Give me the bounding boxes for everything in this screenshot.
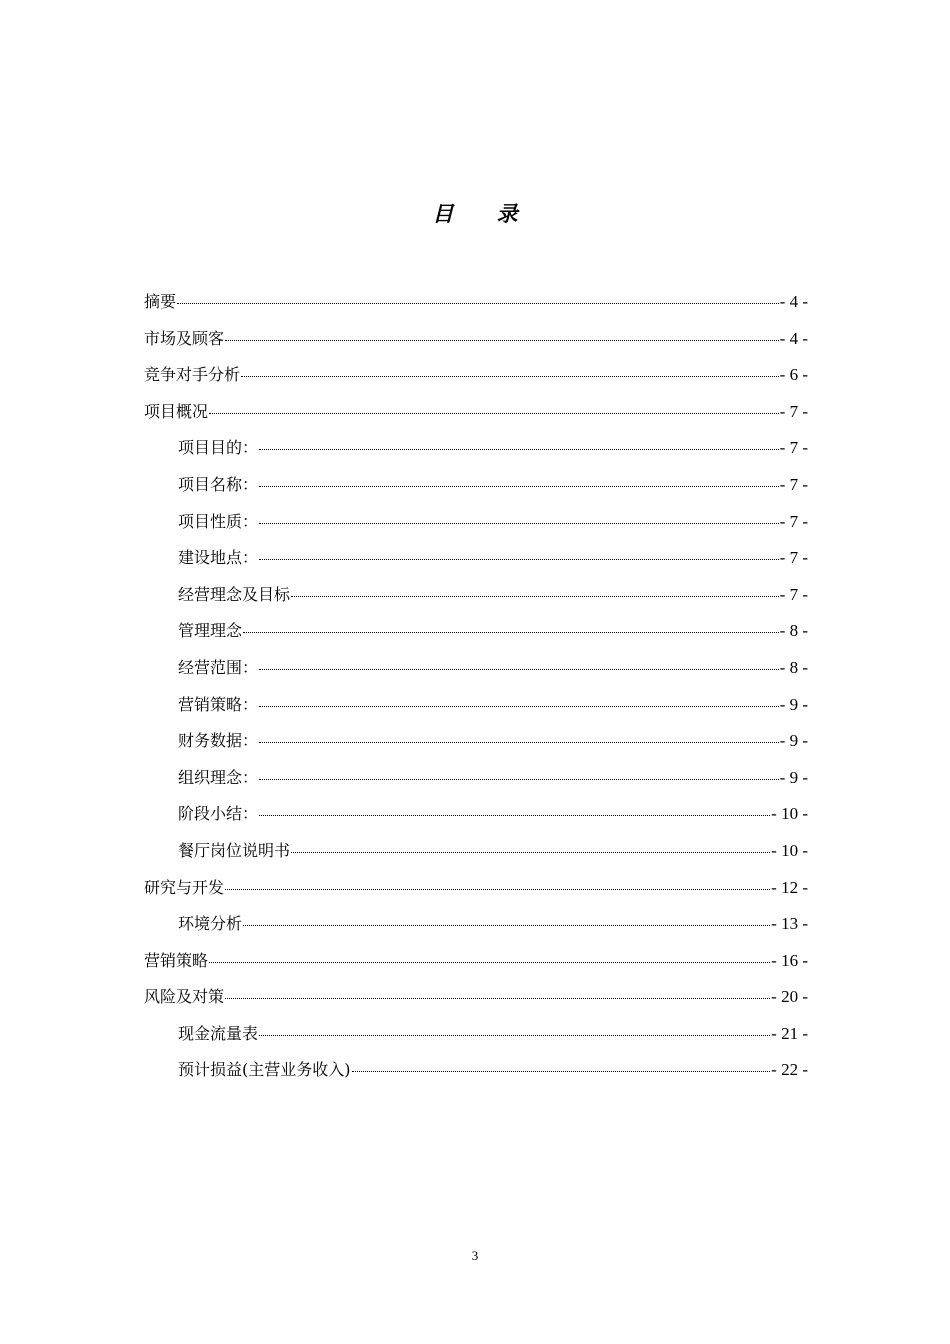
toc-dot-leader (225, 888, 770, 890)
toc-entry-page: - 10 - (771, 840, 808, 860)
toc-dot-leader (225, 997, 770, 999)
table-of-contents (144, 288, 808, 1093)
toc-entry-page: - 22 - (771, 1060, 808, 1080)
toc-entry[interactable] (144, 398, 808, 435)
toc-entry-page: - 9 - (779, 694, 808, 714)
toc-dot-leader (259, 814, 770, 816)
toc-entry-label: 项目目的： (178, 438, 259, 458)
toc-dot-leader (259, 705, 779, 707)
toc-entry-page: - 16 - (771, 950, 808, 970)
toc-entry[interactable] (144, 581, 808, 618)
toc-entry-page: - 13 - (771, 914, 808, 934)
toc-entry[interactable] (144, 800, 808, 837)
toc-entry-page: - 7 - (779, 511, 808, 531)
toc-dot-leader (243, 631, 779, 633)
toc-entry[interactable] (144, 983, 808, 1020)
toc-entry[interactable] (144, 325, 808, 362)
toc-entry-label: 阶段小结： (178, 804, 259, 824)
toc-dot-leader (352, 1070, 771, 1072)
toc-dot-leader (177, 302, 779, 304)
toc-entry-label: 现金流量表 (178, 1023, 259, 1043)
toc-entry-label: 管理理念 (178, 621, 243, 641)
toc-entry-page: - 7 - (779, 474, 808, 494)
toc-entry-label: 研究与开发 (144, 877, 225, 897)
toc-entry[interactable] (144, 947, 808, 984)
toc-entry-page: - 4 - (779, 328, 808, 348)
toc-entry[interactable] (144, 727, 808, 764)
toc-entry-label: 建设地点： (178, 548, 259, 568)
toc-dot-leader (225, 339, 779, 341)
toc-dot-leader (209, 412, 779, 414)
toc-dot-leader (259, 558, 779, 560)
toc-entry[interactable] (144, 471, 808, 508)
toc-entry-page: - 6 - (779, 365, 808, 385)
toc-entry[interactable] (144, 288, 808, 325)
toc-entry-label: 竞争对手分析 (144, 365, 241, 385)
toc-entry-label: 项目概况 (144, 401, 209, 421)
toc-entry-page: - 9 - (779, 731, 808, 751)
toc-entry-label: 风险及对策 (144, 987, 225, 1007)
toc-title: 目 录 (432, 201, 536, 226)
toc-dot-leader (259, 778, 779, 780)
toc-entry-page: - 10 - (771, 804, 808, 824)
toc-entry-label: 组织理念： (178, 767, 259, 787)
toc-entry-label: 财务数据： (178, 731, 259, 751)
page-number: 3 (471, 1248, 479, 1263)
toc-entry-label: 经营范围： (178, 657, 259, 677)
toc-entry[interactable] (144, 910, 808, 947)
toc-entry[interactable] (144, 874, 808, 911)
toc-entry-label: 市场及顾客 (144, 328, 225, 348)
toc-entry-page: - 7 - (779, 548, 808, 568)
toc-entry-page: - 4 - (779, 292, 808, 311)
toc-entry-page: - 8 - (779, 657, 808, 677)
toc-entry[interactable] (144, 691, 808, 728)
toc-dot-leader (209, 961, 770, 963)
toc-entry[interactable] (144, 434, 808, 471)
toc-dot-leader (259, 448, 779, 450)
toc-entry[interactable] (144, 764, 808, 801)
toc-dot-leader (259, 522, 779, 524)
toc-entry-label: 餐厅岗位说明书 (178, 840, 291, 860)
toc-entry-page: - 12 - (771, 877, 808, 897)
toc-dot-leader (259, 485, 779, 487)
toc-entry-page: - 7 - (779, 584, 808, 604)
toc-dot-leader (259, 741, 779, 743)
toc-entry-label: 经营理念及目标 (178, 584, 291, 604)
toc-entry[interactable] (144, 1056, 808, 1093)
toc-entry-label: 营销策略： (178, 694, 259, 714)
toc-entry-label: 营销策略 (144, 950, 209, 970)
toc-entry[interactable] (144, 361, 808, 398)
toc-entry-page: - 9 - (779, 767, 808, 787)
toc-entry-page: - 20 - (771, 987, 808, 1007)
toc-entry-page: - 7 - (779, 438, 808, 458)
toc-entry[interactable] (144, 1020, 808, 1057)
toc-entry-page: - 8 - (779, 621, 808, 641)
toc-entry[interactable] (144, 544, 808, 581)
toc-entry[interactable] (144, 617, 808, 654)
toc-dot-leader (259, 1034, 770, 1036)
toc-entry-page: - 7 - (779, 401, 808, 421)
toc-dot-leader (291, 595, 779, 597)
toc-entry-label: 摘要 (144, 292, 177, 311)
toc-entry-label: 预计损益(主营业务收入) (178, 1060, 351, 1080)
toc-dot-leader (241, 375, 779, 377)
toc-dot-leader (259, 668, 779, 670)
toc-entry-page: - 21 - (771, 1023, 808, 1043)
toc-entry-label: 项目性质： (178, 511, 259, 531)
toc-entry[interactable] (144, 654, 808, 691)
toc-entry[interactable] (144, 508, 808, 545)
toc-dot-leader (291, 851, 770, 853)
toc-entry[interactable] (144, 837, 808, 874)
toc-entry-label: 项目名称： (178, 474, 259, 494)
toc-entry-label: 环境分析 (178, 914, 243, 934)
toc-dot-leader (243, 924, 770, 926)
